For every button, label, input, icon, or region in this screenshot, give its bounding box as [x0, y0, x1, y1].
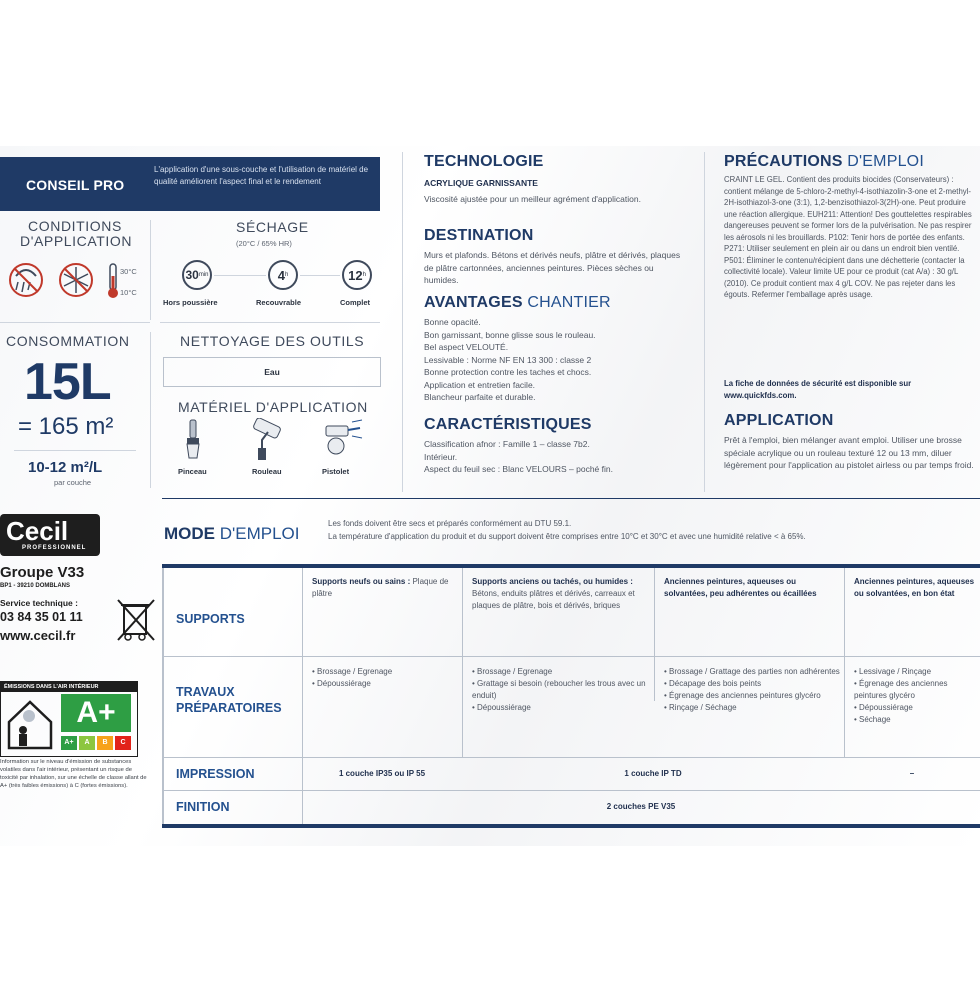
- mode-emploi-intro-1: Les fonds doivent être secs et préparés conformément au DTU 59.1.: [328, 519, 572, 528]
- conditions-title: [20, 218, 133, 249]
- technologie-text: Viscosité ajustée pour un meilleur agrément d'application.: [424, 194, 641, 204]
- roller-icon: [253, 418, 282, 460]
- emissions-note: Information sur le niveau d'émission de substances volatiles dans l'air intérieur, présentant un risque de toxicité par inhalation, sur une échelle de classe allant de A+ (très faibles émissions) à C (fortes émissions).: [0, 759, 147, 789]
- divider: [704, 152, 705, 492]
- drying-recoat-label: Recouvrable: [256, 298, 302, 307]
- avantages-item: Application et entretien facile.: [424, 379, 536, 390]
- drying-recoat-circle: [268, 260, 298, 290]
- avantages-title-bold: AVANTAGES: [424, 294, 523, 311]
- travaux-item: • Grattage si besoin (reboucher les trous avec un enduit): [472, 679, 646, 700]
- precautions-text: CRAINT LE GEL. Contient des produits biocides (Conservateurs) : contient mélange de 5-chloro-2-methyl-4-isothiazolin-3-one et 2-methyl-2H-isothiazol-3-one (3:1), 1,2-benzisothiazol-3(2H)-one. Peut produire une réaction allergique. EUH211: Attention! Des gouttelettes respirables dangereuses peuvent se former lors de la pulvérisation. Ne pas respirer les aérosols ni les brouillards. P102: Tenir hors de portée des enfants. P271: Utiliser seulement en plein air ou dans un endroit bien ventilé. P501: Éliminer le contenu/récipient dans une déchetterie (contacter la collectivité locale). Valeur limite UE pour ce produit (cat A/a) : 30 g/L (2010). Ce produit contient max 4 g/L COV. Ne pas rejeter dans les égouts. Refermer l'emballage après usage.: [724, 175, 972, 299]
- table-gridline: [164, 790, 980, 791]
- travaux-cell: [854, 666, 980, 726]
- thermometer-icon: [108, 264, 118, 298]
- mode-emploi-title-light: D'EMPLOI: [215, 524, 300, 543]
- divider: [150, 220, 151, 320]
- travaux-item: • Égrenage des anciennes peintures glycéro: [854, 679, 948, 700]
- avantages-item: Bel aspect VELOUTÉ.: [424, 342, 509, 352]
- table-bottom-border: [162, 824, 980, 828]
- supports-cell: [854, 576, 980, 600]
- cecil-logo-text: Cecil: [6, 516, 69, 546]
- supports-cell-bold: Supports anciens ou tachés, ou humides :: [472, 577, 633, 586]
- no-frost-icon: [60, 264, 92, 296]
- grade-c: C: [115, 736, 131, 750]
- travaux-item: • Brossage / Egrenage: [472, 667, 553, 676]
- precautions-title-light: D'EMPLOI: [842, 153, 924, 170]
- consommation-surface: = 165 m²: [18, 413, 114, 440]
- group-name: Groupe V33: [0, 564, 85, 581]
- travaux-item: • Égrenage des anciennes peintures glycéro: [664, 691, 821, 700]
- destination-text: Murs et plafonds. Bétons et dérivés neufs, plâtre et dérivés, plaques de plâtre cartonnées, anciennes peintures. Pièces sèches ou humides.: [424, 250, 681, 285]
- travaux-item: • Décapage des bois peints: [664, 679, 762, 688]
- conditions-title-line1: CONDITIONS: [28, 218, 122, 234]
- grade-b: B: [97, 736, 113, 750]
- no-rain-icon: [10, 264, 42, 296]
- brush-icon: [187, 420, 199, 458]
- travaux-cell: [312, 666, 458, 690]
- impression-cell: –: [909, 769, 915, 778]
- mode-emploi-title-bold: MODE: [164, 524, 215, 543]
- supports-cell: [664, 576, 840, 600]
- caracteristiques-item: Aspect du feuil sec : Blanc VELOURS – poché fin.: [424, 464, 613, 474]
- precautions-title-bold: PRÉCAUTIONS: [724, 153, 843, 170]
- table-gridline: [654, 568, 655, 701]
- drying-recoat-value: 4: [277, 267, 285, 283]
- row-header-impression: IMPRESSION: [176, 767, 255, 781]
- technologie-subtitle: ACRYLIQUE GARNISSANTE: [424, 178, 538, 188]
- table-top-border: [162, 564, 980, 568]
- drying-line: [214, 275, 266, 276]
- table-left-border: [162, 568, 164, 824]
- consommation-rate: 10-12 m²/L: [28, 459, 103, 476]
- service-phone: 03 84 35 01 11: [0, 610, 83, 624]
- service-label: Service technique :: [0, 598, 78, 608]
- finition-cell: 2 couches PE V35: [606, 802, 676, 811]
- avantages-item: Lessivable : Norme NF EN 13 300 : classe 2: [424, 354, 592, 365]
- drying-full-circle: [342, 260, 372, 290]
- drying-full-unit: h: [362, 272, 366, 278]
- spray-gun-icon: [326, 420, 362, 454]
- precautions-title: [724, 153, 924, 171]
- travaux-item: • Dépoussiérage: [472, 703, 531, 712]
- table-gridline: [844, 568, 845, 757]
- travaux-item: • Dépoussiérage: [312, 679, 371, 688]
- grade-a-plus: A+: [61, 736, 77, 750]
- recycling-bin-icon: [114, 596, 158, 644]
- materiel-pistolet: Pistolet: [322, 467, 350, 476]
- application-title: APPLICATION: [724, 412, 834, 429]
- conseil-pro-text: L'application d'une sous-couche et l'utilisation de matériel de qualité améliorent l'aspect final et le rendement: [154, 165, 369, 186]
- temp-min: 10°C: [120, 288, 137, 297]
- drying-dust-free-value: 30: [185, 268, 199, 282]
- supports-cell-bold: Anciennes peintures, aqueuses ou solvantées, en bon état: [854, 577, 975, 598]
- drying-dust-free-circle: [182, 260, 212, 290]
- drying-full-label: Complet: [340, 298, 370, 307]
- cecil-logo: [0, 514, 100, 556]
- house-icon: [5, 696, 55, 750]
- product-label: [0, 146, 980, 846]
- caracteristiques-title: CARACTÉRISTIQUES: [424, 416, 592, 433]
- table-gridline: [302, 568, 303, 824]
- emissions-grade: A+: [61, 694, 131, 732]
- precautions-fds: La fiche de données de sécurité est disponible sur www.quickfds.com.: [724, 379, 912, 400]
- travaux-item: • Rinçage / Séchage: [664, 703, 737, 712]
- nettoyage-value: Eau: [163, 357, 381, 387]
- divider: [402, 152, 403, 492]
- caracteristiques-list: [424, 438, 694, 476]
- avantages-item: Blancheur parfaite et durable.: [424, 392, 536, 402]
- grade-scale: [61, 736, 131, 750]
- impression-cell: 1 couche IP35 ou IP 55: [338, 769, 426, 778]
- travaux-cell: [664, 666, 840, 714]
- supports-cell: [472, 576, 648, 612]
- grade-a: A: [79, 736, 95, 750]
- avantages-item: Bonne opacité.: [424, 317, 481, 327]
- supports-cell-bold: Anciennes peintures, aqueuses ou solvantées, peu adhérentes ou écaillées: [664, 577, 817, 598]
- supports-cell-rest: Plaque de plâtre: [312, 577, 449, 598]
- travaux-item: • Brossage / Grattage des parties non adhérentes: [664, 667, 840, 676]
- conseil-pro-title: CONSEIL PRO: [26, 177, 125, 193]
- caracteristiques-item: Intérieur.: [424, 451, 458, 462]
- travaux-item: • Brossage / Egrenage: [312, 667, 393, 676]
- row-header-finition: FINITION: [176, 800, 230, 814]
- conditions-title-line2: D'APPLICATION: [20, 233, 133, 249]
- emissions-title: ÉMISSIONS DANS L'AIR INTÉRIEUR: [1, 682, 137, 692]
- avantages-list: [424, 316, 686, 404]
- nettoyage-title: NETTOYAGE DES OUTILS: [180, 333, 365, 349]
- application-text: Prêt à l'emploi, bien mélanger avant emploi. Utiliser une brosse spéciale acrylique ou un rouleau texturé 12 ou 13 mm, diluer légèrement pour l'application au pistolet airless ou par temps froid.: [724, 435, 974, 470]
- drying-dust-free-unit: min: [198, 272, 209, 278]
- avantages-item: Bonne protection contre les taches et chocs.: [424, 367, 592, 377]
- travaux-item: • Dépoussiérage: [854, 703, 913, 712]
- cecil-logo-sub: PROFESSIONNEL: [22, 545, 87, 551]
- materiel-icons: [176, 418, 372, 464]
- mode-emploi-title: [164, 524, 300, 544]
- divider: [162, 498, 980, 499]
- supports-cell: [312, 576, 452, 600]
- drying-dust-free-label: Hors poussière: [163, 298, 218, 307]
- materiel-rouleau: Rouleau: [252, 467, 282, 476]
- travaux-cell: [472, 666, 648, 714]
- table-gridline: [164, 757, 980, 758]
- divider: [150, 332, 151, 488]
- group-address: BP1 - 39210 DOMBLANS: [0, 583, 71, 589]
- table-gridline: [164, 656, 980, 657]
- supports-cell-bold: Supports neufs ou sains :: [312, 577, 411, 586]
- consommation-rate-note: par couche: [54, 478, 92, 487]
- sechage-subtitle: (20°C / 65% HR): [236, 239, 292, 248]
- avantages-item: Bon garnissant, bonne glisse sous le rouleau.: [424, 329, 596, 340]
- destination-title: DESTINATION: [424, 227, 534, 244]
- drying-recoat-unit: h: [284, 272, 289, 278]
- supports-cell-rest: Bétons, enduits plâtres et dérivés, carreaux et plaques de plâtre, bois et dérivés, briques: [472, 589, 635, 610]
- materiel-title: MATÉRIEL D'APPLICATION: [178, 399, 368, 415]
- avantages-title: [424, 294, 611, 312]
- avantages-title-light: CHANTIER: [522, 294, 611, 311]
- drying-full-value: 12: [348, 267, 363, 283]
- table-gridline: [462, 568, 463, 757]
- materiel-pinceau: Pinceau: [178, 467, 207, 476]
- consommation-title: CONSOMMATION: [6, 333, 130, 349]
- travaux-item: • Lessivage / Rinçage: [854, 667, 932, 676]
- divider: [160, 322, 380, 323]
- sechage-title: SÉCHAGE: [236, 219, 309, 235]
- row-header-travaux: TRAVAUX PRÉPARATOIRES: [176, 685, 282, 715]
- impression-cell: 1 couche IP TD: [624, 769, 682, 778]
- technologie-title: TECHNOLOGIE: [424, 153, 544, 170]
- emissions-box: [0, 681, 138, 757]
- caracteristiques-item: Classification afnor : Famille 1 – classe 7b2.: [424, 439, 590, 449]
- travaux-item: • Séchage: [854, 715, 891, 724]
- consommation-volume: 15L: [24, 353, 111, 411]
- drying-line: [300, 275, 340, 276]
- divider: [0, 322, 150, 323]
- mode-emploi-intro-2: La température d'application du produit et du support doivent être comprises entre 10°C et 30°C et avec une humidité relative < à 65%.: [328, 532, 806, 541]
- temp-max: 30°C: [120, 267, 137, 276]
- row-header-supports: SUPPORTS: [176, 612, 245, 626]
- divider: [14, 450, 136, 451]
- brand-website: www.cecil.fr: [0, 628, 76, 643]
